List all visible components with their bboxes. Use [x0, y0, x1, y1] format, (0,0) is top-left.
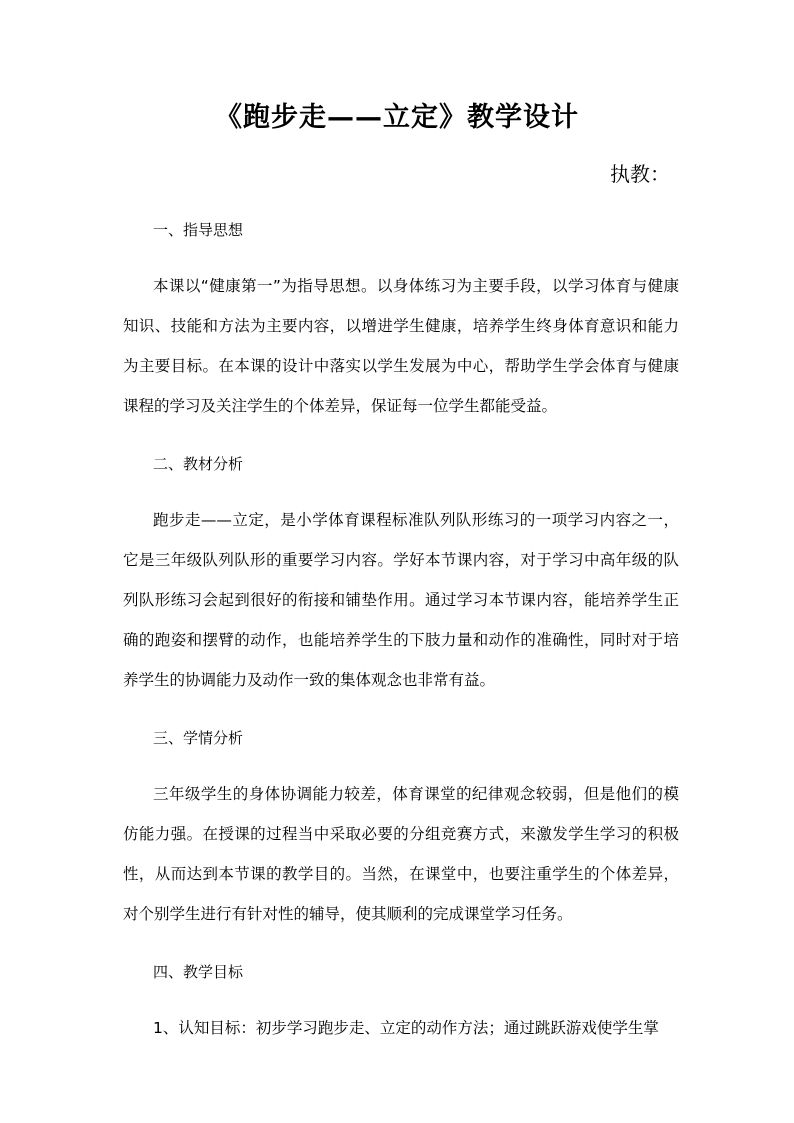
document-title: 《跑步走——立定》教学设计: [215, 102, 579, 133]
section-heading: 四、教学目标: [153, 963, 244, 981]
section-heading: 一、指导思想: [153, 221, 244, 239]
instructor-label: 执教：: [610, 162, 670, 186]
section-teaching-objectives: [123, 954, 679, 1048]
section-paragraph: 三年级学生的身体协调能力较差，体育课堂的纪律观念较弱，但是他们的模仿能力强。在授课的过程当中采取必要的分组竞赛方式，来激发学生学习的积极性，从而达到本节课的教学目的。当然，在课堂中，也要注重学生的个体差异，对个别学生进行有针对性的辅导，使其顺利的完成课堂学习任务。: [123, 785, 679, 923]
section-paragraph: 本课以“健康第一”为指导思想。以身体练习为主要手段，以学习体育与健康知识、技能和方法为主要内容，以增进学生健康，培养学生终身体育意识和能力为主要目标。在本课的设计中落实以学生发展为中心，帮助学生学会体育与健康课程的学习及关注学生的个体差异，保证每一位学生都能受益。: [123, 277, 679, 415]
section-paragraph: 跑步走——立定，是小学体育课程标准队列队形练习的一项学习内容之一，它是三年级队列队形的重要学习内容。学好本节课内容，对于学习中高年级的队列队形练习会起到很好的衔接和铺垫作用。通过学习本节课内容，能培养学生正确的跑姿和摆臂的动作，也能培养学生的下肢力量和动作的准确性，同时对于培养学生的协调能力及动作一致的集体观念也非常有益。: [123, 511, 679, 689]
section-guiding-ideology: [123, 212, 679, 426]
section-learner-analysis: [123, 720, 679, 934]
section-paragraph: 1、认知目标：初步学习跑步走、立定的动作方法；通过跳跃游戏使学生掌: [153, 1019, 659, 1037]
section-heading: 三、学情分析: [153, 729, 244, 747]
section-material-analysis: [123, 446, 679, 700]
section-heading: 二、教材分析: [153, 455, 244, 473]
document-body: [123, 212, 679, 1048]
